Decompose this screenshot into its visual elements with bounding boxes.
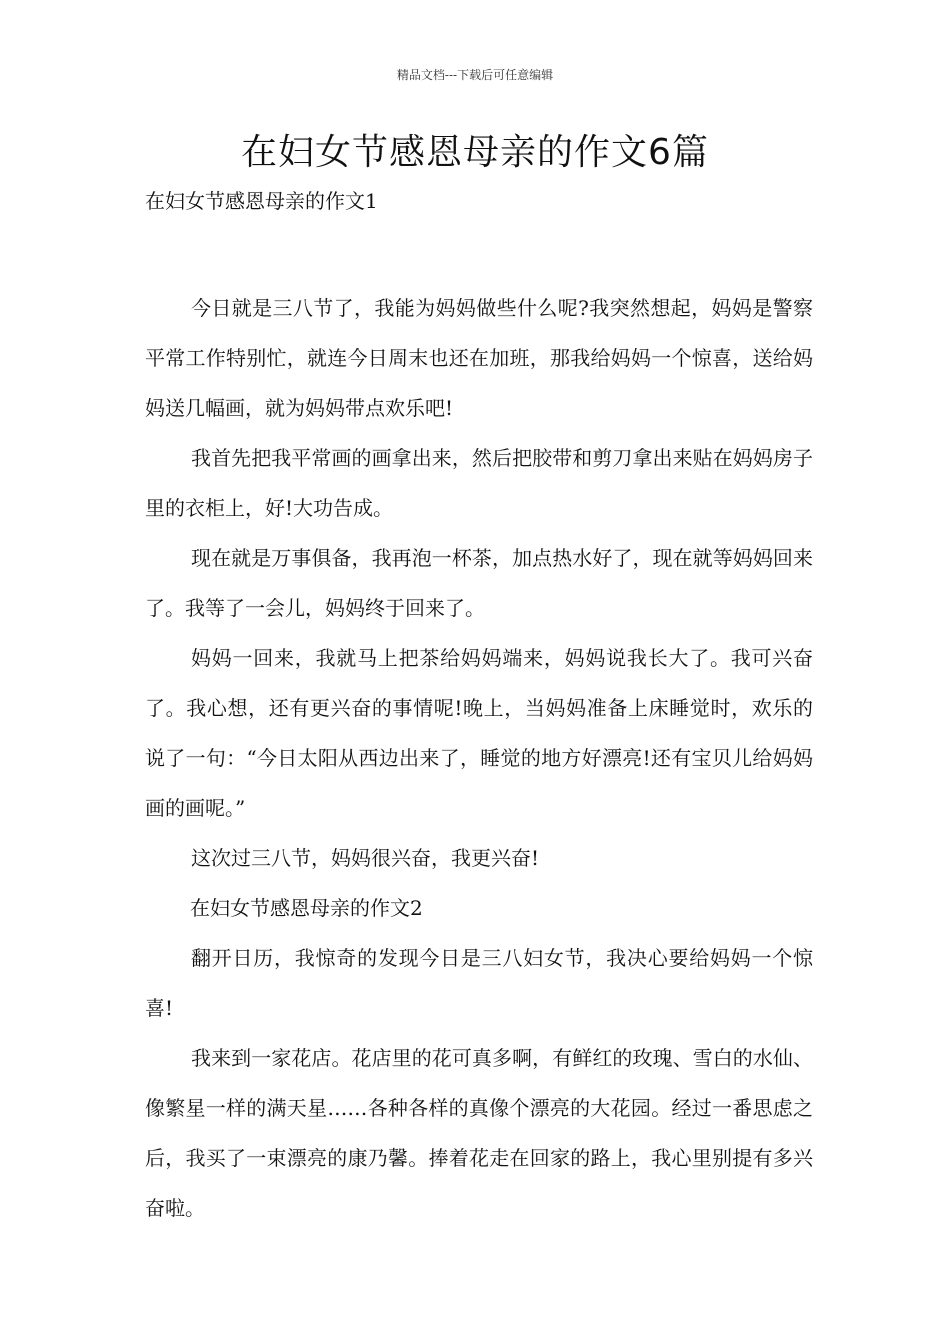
- paragraph-1: 今日就是三八节了，我能为妈妈做些什么呢?我突然想起，妈妈是警察平常工作特别忙，就连今日周末也还在加班，那我给妈妈一个惊喜，送给妈妈送几幅画，就为妈妈带点欢乐吧!: [145, 296, 813, 420]
- paragraph-7: 我来到一家花店。花店里的花可真多啊，有鲜红的玫瑰、雪白的水仙、像繁星一样的满天星……各种各样的真像个漂亮的大花园。经过一番思虑之后，我买了一束漂亮的康乃馨。捧着花走在回家的路上，我心里别提有多兴奋啦。: [145, 1046, 813, 1220]
- paragraph-2: 我首先把我平常画的画拿出来，然后把胶带和剪刀拿出来贴在妈妈房子里的衣柜上，好!大功告成。: [145, 446, 813, 520]
- section-heading-1: 在妇女节感恩母亲的作文1: [145, 189, 378, 213]
- paragraph-6: 翻开日历，我惊奇的发现今日是三八妇女节，我决心要给妈妈一个惊喜!: [145, 946, 813, 1020]
- paragraph-5: 这次过三八节，妈妈很兴奋，我更兴奋!: [191, 846, 540, 870]
- paragraph-4: 妈妈一回来，我就马上把茶给妈妈端来，妈妈说我长大了。我可兴奋了。我心想，还有更兴奋的事情呢!晚上，当妈妈准备上床睡觉时，欢乐的说了一句：“今日太阳从西边出来了，睡觉的地方好漂亮!还有宝贝儿给妈妈画的画呢。”: [145, 646, 813, 820]
- paragraph-3: 现在就是万事俱备，我再泡一杯茶，加点热水好了，现在就等妈妈回来了。我等了一会儿，妈妈终于回来了。: [145, 546, 813, 620]
- page-header-note: 精品文档---下载后可任意编辑: [396, 68, 554, 82]
- document-title: 在妇女节感恩母亲的作文6篇: [241, 132, 709, 173]
- article-body: [145, 283, 813, 1233]
- section-heading-2: 在妇女节感恩母亲的作文2: [190, 896, 423, 920]
